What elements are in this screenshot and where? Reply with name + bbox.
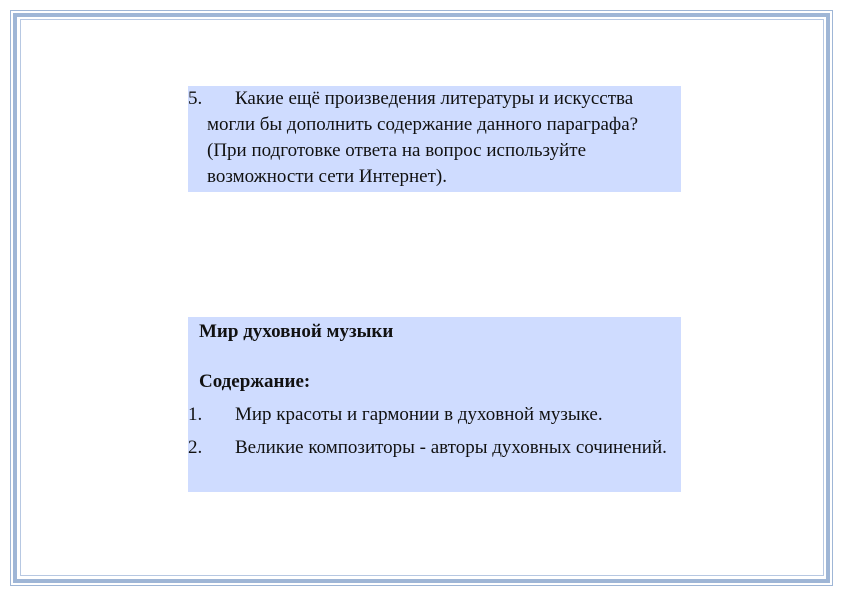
question-text-box: [188, 86, 681, 192]
list-item-number: 2.: [188, 437, 203, 458]
list-item-text: Какие ещё произведения литературы и искусства могли бы дополнить содержание данного параграфа? (При подготовке ответа на вопрос используйте возможности сети Интернет).: [207, 88, 639, 187]
list-item: [188, 435, 681, 461]
list-item-text: Великие композиторы - авторы духовных сочинений.: [235, 437, 667, 458]
list-item-number: 5.: [188, 88, 203, 109]
list-item-text: Мир красоты и гармонии в духовной музыке.: [235, 404, 603, 425]
list-item-number: 1.: [188, 404, 203, 425]
list-item: [188, 402, 681, 428]
topic-text-box: [188, 317, 681, 492]
topic-title: Мир духовной музыки: [199, 321, 394, 342]
contents-heading: Содержание:: [199, 371, 311, 392]
list-item: [188, 86, 681, 190]
